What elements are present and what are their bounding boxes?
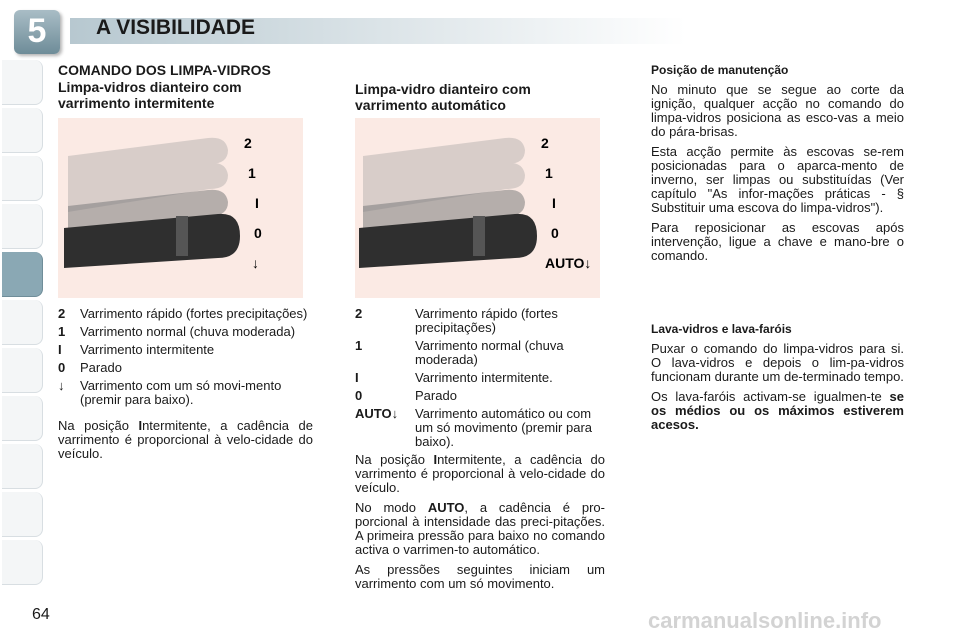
chapter-tab[interactable] bbox=[2, 300, 43, 345]
chapter-tabs bbox=[0, 60, 44, 580]
chapter-tab-active[interactable] bbox=[2, 252, 43, 297]
maintenance-para-3: Para reposicionar as escovas após intervenção, ligue a chave e mano-bre o comando. bbox=[651, 220, 904, 263]
para-bold: AUTO bbox=[427, 500, 465, 515]
legend-intermittent-block bbox=[58, 307, 313, 467]
chapter-tab[interactable] bbox=[2, 540, 43, 585]
para-text: Os lava-faróis activam-se igualmen-te bbox=[651, 389, 890, 404]
automatic-para-3: As pressões seguintes iniciam um varrimento com um só movimento. bbox=[355, 562, 605, 591]
position-label: 0 bbox=[551, 225, 559, 241]
wiper-stalk-illustration bbox=[58, 118, 303, 298]
intermittent-note bbox=[58, 419, 313, 461]
legend-automatic-block bbox=[355, 307, 605, 597]
maintenance-para-1: No minuto que se segue ao corte da ignição, qualquer acção no comando do limpa-vidros posiciona as esco-vas a meio do pára-brisas. bbox=[651, 82, 904, 139]
page-header bbox=[0, 0, 960, 58]
column-left bbox=[58, 63, 313, 111]
wiper-stalk-image-intermittent bbox=[58, 118, 303, 298]
legend-text: Varrimento normal (chuva moderada) bbox=[80, 324, 296, 339]
heading-intermittent: Limpa-vidros dianteiro com varrimento intermitente bbox=[58, 79, 242, 111]
note-text: ntermitente, a cadência de varrimento é proporcional à velo-cidade do veículo. bbox=[58, 418, 313, 461]
legend-key: 0 bbox=[355, 388, 363, 403]
wiper-stalk-image-automatic bbox=[355, 118, 600, 298]
chapter-badge bbox=[14, 10, 60, 54]
page-number: 64 bbox=[32, 606, 50, 623]
legend-key: 2 bbox=[355, 306, 363, 321]
chapter-number: 5 bbox=[27, 12, 47, 50]
watermark: carmanualsonline.info bbox=[648, 608, 882, 633]
legend-text: Varrimento rápido (fortes precipitações) bbox=[415, 306, 558, 335]
legend-key: 1 bbox=[355, 338, 363, 353]
para-bold: se os médios ou os máximos estiverem acesos. bbox=[651, 389, 904, 432]
section-title: COMANDO DOS LIMPA-VIDROS bbox=[58, 62, 271, 78]
position-label: AUTO↓ bbox=[545, 255, 592, 271]
legend-item bbox=[355, 339, 605, 367]
column-right-washers bbox=[651, 322, 904, 438]
legend-key: I bbox=[355, 370, 359, 385]
position-label: 2 bbox=[244, 135, 252, 151]
position-label: 2 bbox=[541, 135, 549, 151]
column-middle bbox=[355, 81, 605, 113]
legend-item bbox=[355, 407, 605, 449]
para-text: Na posição bbox=[355, 452, 434, 467]
para-text: No modo bbox=[355, 500, 428, 515]
legend-text: Varrimento com um só movi-mento (premir para baixo). bbox=[80, 378, 282, 407]
legend-item bbox=[58, 343, 313, 357]
legend-item bbox=[58, 325, 313, 339]
legend-key: I bbox=[58, 342, 62, 357]
legend-item bbox=[58, 379, 313, 407]
legend-text: Parado bbox=[415, 388, 457, 403]
wiper-stalk-illustration bbox=[355, 118, 600, 298]
legend-item bbox=[58, 307, 313, 321]
chapter-tab[interactable] bbox=[2, 492, 43, 537]
heading-washers: Lava-vidros e lava-faróis bbox=[651, 322, 792, 336]
heading-maintenance: Posição de manutenção bbox=[651, 63, 789, 77]
washers-para-2 bbox=[651, 390, 904, 432]
chapter-tab[interactable] bbox=[2, 156, 43, 201]
legend-text: Varrimento normal (chuva moderada) bbox=[415, 338, 564, 367]
legend-text: Varrimento automático ou com um só movimento (premir para baixo). bbox=[415, 406, 592, 449]
legend-text: Varrimento intermitente. bbox=[415, 370, 553, 385]
legend-text: Varrimento intermitente bbox=[80, 342, 215, 357]
note-text: Na posição bbox=[58, 418, 139, 433]
legend-key: 2 bbox=[58, 306, 66, 321]
position-label: I bbox=[552, 195, 556, 211]
legend-key: 0 bbox=[58, 360, 66, 375]
legend-item bbox=[58, 361, 313, 375]
position-label: 1 bbox=[545, 165, 553, 181]
chapter-tab[interactable] bbox=[2, 204, 43, 249]
chapter-tab[interactable] bbox=[2, 348, 43, 393]
legend-text: Varrimento rápido (fortes precipitações) bbox=[80, 306, 308, 321]
para-bold: I bbox=[433, 452, 438, 467]
legend-key: ↓ bbox=[58, 378, 65, 393]
position-label: ↓ bbox=[252, 255, 259, 271]
automatic-para-1 bbox=[355, 453, 605, 495]
para-text: , a cadência é pro-porcional à intensidade das preci-pitações. A primeira pressão para baixo no comando activa o varrimen-to automático. bbox=[355, 500, 605, 557]
legend-automatic bbox=[355, 307, 605, 449]
chapter-tab[interactable] bbox=[2, 444, 43, 489]
legend-text: Parado bbox=[80, 360, 122, 375]
position-label: 1 bbox=[248, 165, 256, 181]
para-text: ntermitente, a cadência do varrimento é proporcional à velo-cidade do veículo. bbox=[355, 452, 605, 495]
position-label: 0 bbox=[254, 225, 262, 241]
automatic-para-2 bbox=[355, 501, 605, 557]
heading-automatic: Limpa-vidro dianteiro com varrimento automático bbox=[355, 81, 531, 113]
column-right bbox=[651, 63, 904, 269]
legend-item bbox=[355, 307, 605, 335]
chapter-tab[interactable] bbox=[2, 60, 43, 105]
chapter-tab[interactable] bbox=[2, 108, 43, 153]
legend-item bbox=[355, 389, 605, 403]
chapter-tab[interactable] bbox=[2, 396, 43, 441]
note-bold: I bbox=[138, 418, 143, 433]
page-title: A VISIBILIDADE bbox=[96, 16, 256, 39]
legend-key: AUTO↓ bbox=[355, 406, 399, 421]
legend-key: 1 bbox=[58, 324, 66, 339]
position-label: I bbox=[255, 195, 259, 211]
legend-intermittent bbox=[58, 307, 313, 407]
maintenance-para-2: Esta acção permite às escovas se-rem posicionadas para o aparca-mento de inverno, ser limpas ou substituídas (Ver capítulo "As infor-mações práticas - § Substituir uma escova do limpa-vidros"). bbox=[651, 144, 904, 215]
legend-item bbox=[355, 371, 605, 385]
washers-para-1: Puxar o comando do limpa-vidros para si. O lava-vidros e depois o lim-pa-vidros funcionam durante um de-terminado tempo. bbox=[651, 341, 904, 384]
